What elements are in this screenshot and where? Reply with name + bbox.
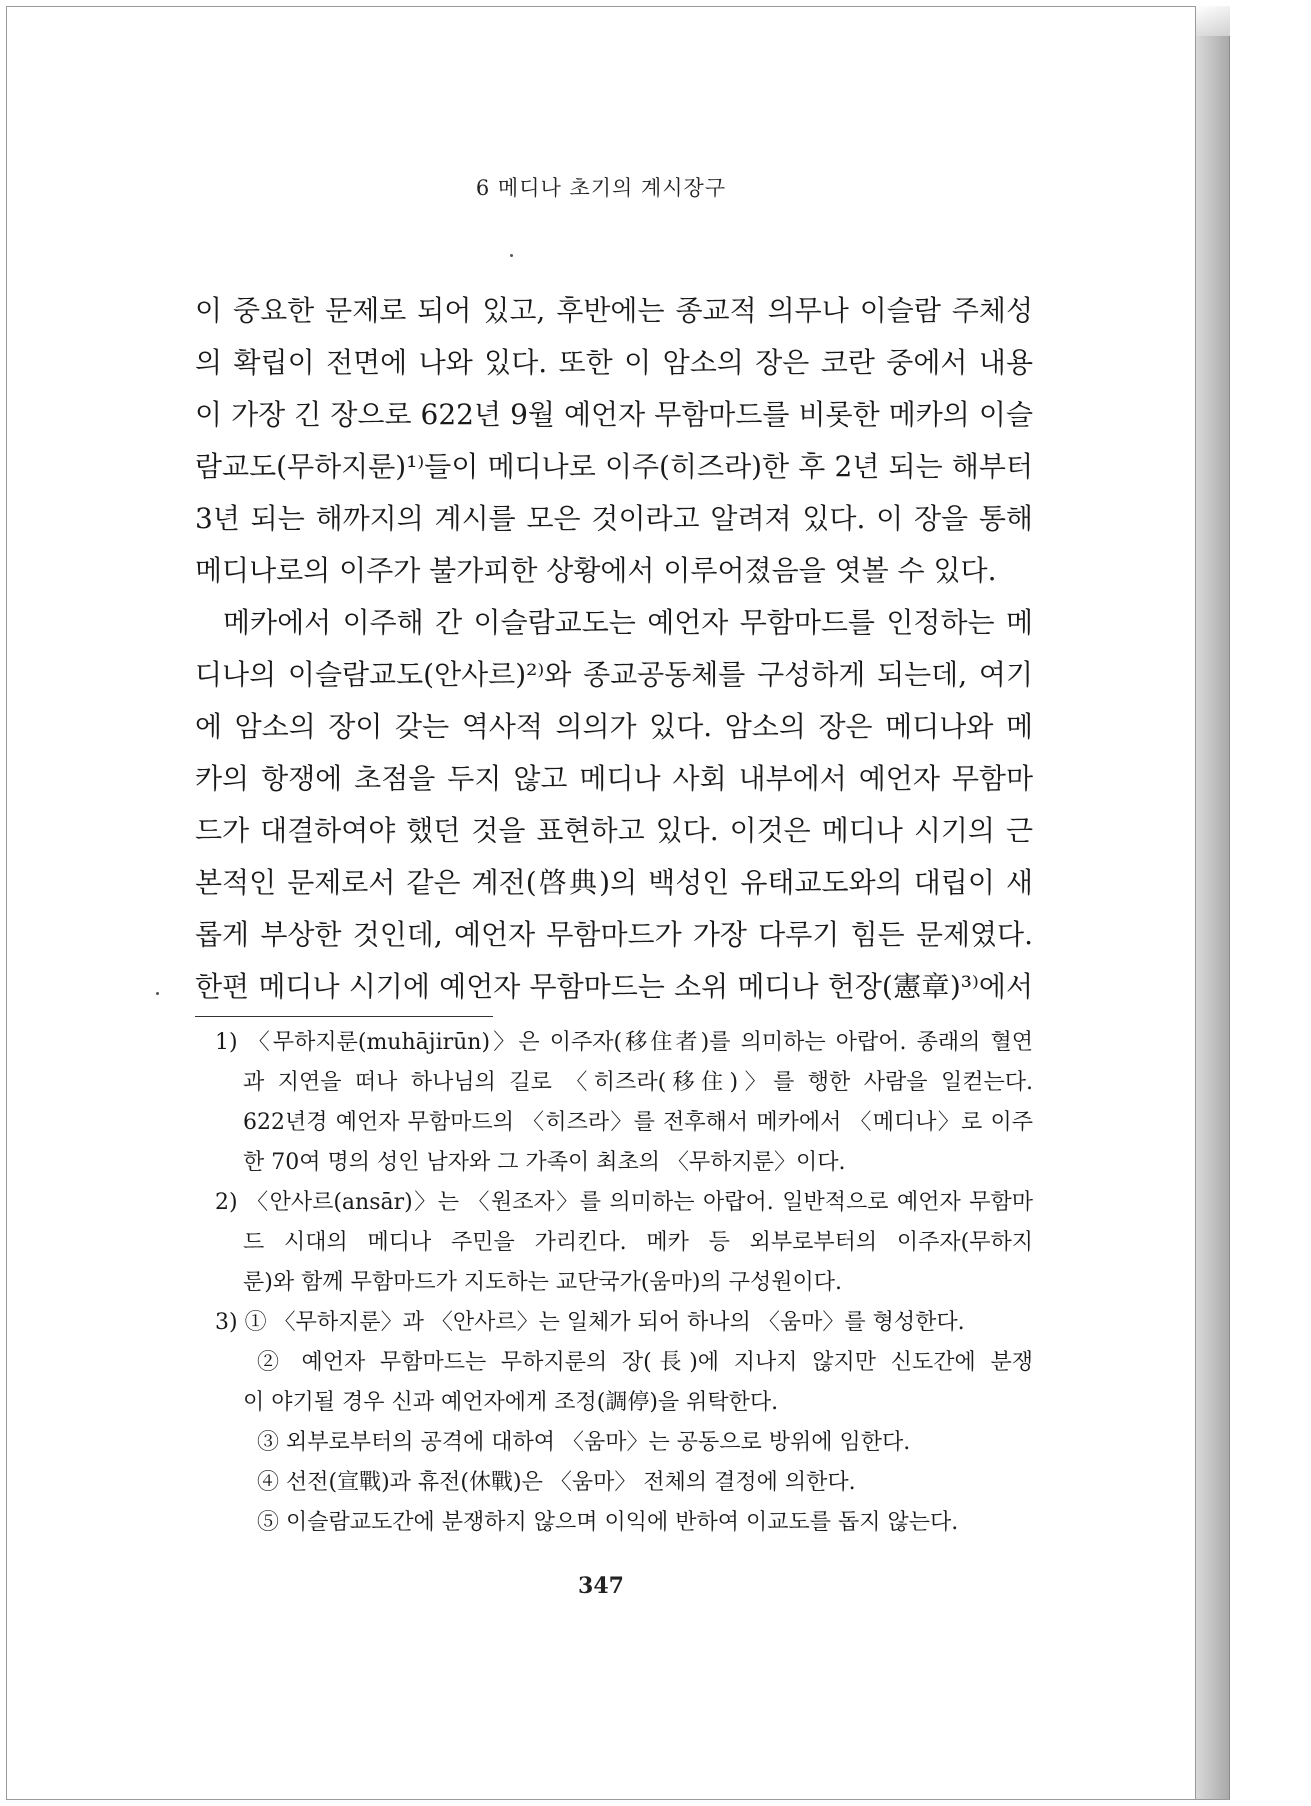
body-line: 카의 항쟁에 초점을 두지 않고 메디나 사회 내부에서 예언자 무함마 (195, 762, 1033, 795)
body-line: 드가 대결하여야 했던 것을 표현하고 있다. 이것은 메디나 시기의 근 (195, 814, 1033, 847)
footnote-line: 한 70여 명의 성인 남자와 그 가족이 최초의 〈무하지룬〉이다. (243, 1150, 846, 1175)
footnote-line: ② 예언자 무함마드는 무하지룬의 장(長)에 지나지 않지만 신도간에 분쟁 (257, 1350, 1033, 1375)
footnote-1 (195, 1023, 1033, 1183)
footnote-line: 1) 〈무하지룬(muhājirūn)〉은 이주자(移住者)를 의미하는 아랍어. 종래의 혈연 (215, 1030, 1033, 1055)
body-text (195, 285, 1033, 1013)
footnote-line: 622년경 예언자 무함마드의 〈히즈라〉를 전후해서 메카에서 〈메디나〉로 이주 (243, 1110, 1033, 1135)
footnote-line: 룬)와 함께 무함마드가 지도하는 교단국가(움마)의 구성원이다. (243, 1270, 843, 1295)
body-line: 람교도(무하지룬)¹⁾들이 메디나로 이주(히즈라)한 후 2년 되는 해부터 (195, 450, 1033, 483)
page-stack-edge (1196, 6, 1230, 1800)
body-line: 이 중요한 문제로 되어 있고, 후반에는 종교적 의무나 이슬람 주체성 (195, 294, 1033, 327)
body-line: 한편 메디나 시기에 예언자 무함마드는 소위 메디나 헌장(憲章)³⁾에서 (195, 970, 1033, 1003)
footnotes (195, 1023, 1033, 1543)
body-line: 디나의 이슬람교도(안사르)²⁾와 종교공동체를 구성하게 되는데, 여기 (195, 658, 1033, 691)
footnote-3 (195, 1303, 1033, 1543)
body-line: 롭게 부상한 것인데, 예언자 무함마드가 가장 다루기 힘든 문제였다. (195, 918, 1033, 951)
body-line: 본적인 문제로서 같은 계전(啓典)의 백성인 유태교도와의 대립이 새 (195, 866, 1033, 899)
footnote-line: 드 시대의 메디나 주민을 가리킨다. 메카 등 외부로부터의 이주자(무하지 (243, 1230, 1033, 1255)
footnote-line: 과 지연을 떠나 하나님의 길로 〈히즈라(移住)〉를 행한 사람을 일컫는다. (243, 1070, 1033, 1095)
book-page (6, 6, 1196, 1800)
page-number: 347 (578, 1573, 624, 1599)
body-line: 의 확립이 전면에 나와 있다. 또한 이 암소의 장은 코란 중에서 내용 (195, 346, 1033, 379)
body-line: 에 암소의 장이 갖는 역사적 의의가 있다. 암소의 장은 메디나와 메 (195, 710, 1033, 743)
footnote-line: ③ 외부로부터의 공격에 대하여 〈움마〉는 공동으로 방위에 임한다. (257, 1430, 911, 1455)
footnote-line: 이 야기될 경우 신과 예언자에게 조정(調停)을 위탁한다. (243, 1390, 779, 1415)
body-line: 이 가장 긴 장으로 622년 9월 예언자 무함마드를 비롯한 메카의 이슬 (195, 398, 1033, 431)
footnote-2 (195, 1183, 1033, 1303)
footnote-line: ④ 선전(宣戰)과 휴전(休戰)은 〈움마〉 전체의 결정에 의한다. (257, 1470, 856, 1495)
body-line: 메디나로의 이주가 불가피한 상황에서 이루어졌음을 엿볼 수 있다. (195, 554, 997, 587)
scan-speck (156, 992, 159, 995)
scan-speck (510, 254, 513, 257)
body-line: 메카에서 이주해 간 이슬람교도는 예언자 무함마드를 인정하는 메 (223, 606, 1033, 639)
footnote-rule (195, 1016, 493, 1017)
body-line: 3년 되는 해까지의 계시를 모은 것이라고 알려져 있다. 이 장을 통해 (195, 502, 1033, 535)
footnote-line: 3) ① 〈무하지룬〉과 〈안사르〉는 일체가 되어 하나의 〈움마〉를 형성한다. (215, 1310, 965, 1335)
page-curl-corner (1196, 6, 1230, 36)
running-header: 6 메디나 초기의 계시장구 (475, 176, 727, 200)
footnote-line: 2) 〈안사르(ansār)〉는 〈원조자〉를 의미하는 아랍어. 일반적으로 예언자 무함마 (215, 1190, 1033, 1215)
footnote-line: ⑤ 이슬람교도간에 분쟁하지 않으며 이익에 반하여 이교도를 돕지 않는다. (257, 1510, 959, 1535)
